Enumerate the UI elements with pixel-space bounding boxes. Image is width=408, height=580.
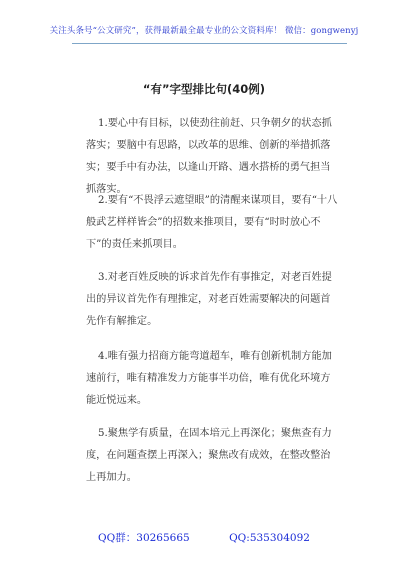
footer-qq: QQ:535304092: [229, 532, 310, 544]
paragraph-5: 5.聚焦学有质量，在固本培元上再深化；聚焦查有力度，在问题查摆上再深入；聚焦改有成效，在整改整治上再加力。: [86, 428, 332, 483]
footer-qq-group: QQ群：30265665: [98, 532, 190, 544]
header-divider: [72, 43, 347, 44]
page-title: “有”字型排比句(40例): [142, 82, 266, 96]
paragraph-4: 4.唯有强力招商方能弯道超车，唯有创新机制方能加速前行，唯有精准发力方能事半功倍，唯有优化环境方能近悦远来。: [86, 351, 332, 406]
paragraph-3: 3.对老百姓反映的诉求首先作有事推定，对老百姓提出的异议首先作有理推定，对老百姓需要解决的问题首先作有解推定。: [86, 272, 332, 327]
paragraph-1: 1.要心中有目标，以使劲往前赶、只争朝夕的状态抓落实；要脑中有思路，以改革的思维、创新的举措抓落实；要手中有办法，以逢山开路、遇水搭桥的勇气担当抓落实。: [86, 118, 332, 195]
footer-contact: [0, 530, 408, 545]
header-note: 关注头条号“公文研究”，获得最新最全最专业的公文资料库！ 微信：gongwenyj: [49, 26, 359, 36]
paragraph-2: 2.要有“不畏浮云遮望眼”的清醒来谋项目，要有“十八般武艺样样皆会”的招数来推项目，要有“时时放心不下”的责任来抓项目。: [86, 195, 338, 250]
